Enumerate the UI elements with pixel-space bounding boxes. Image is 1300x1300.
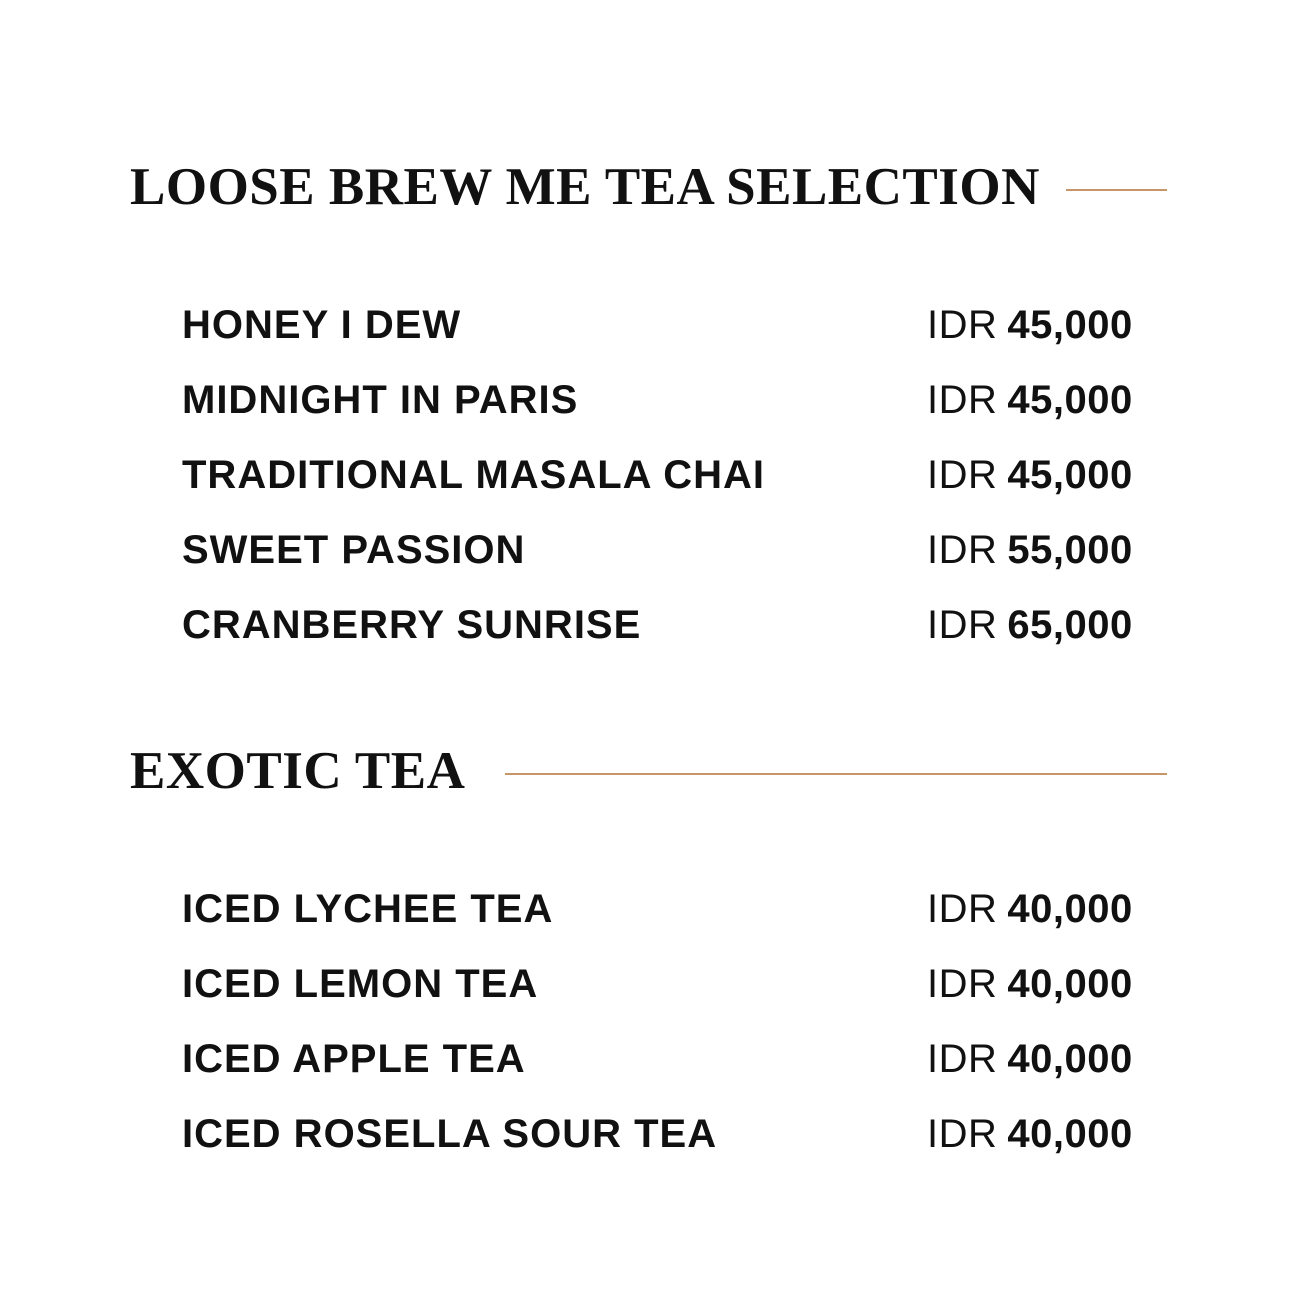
menu-item-name: TRADITIONAL MASALA CHAI <box>182 453 765 497</box>
menu-item-name: ICED LYCHEE TEA <box>182 887 554 931</box>
section-title: EXOTIC TEA <box>130 741 466 800</box>
price-currency: IDR <box>927 1112 998 1156</box>
section-header <box>130 152 1167 222</box>
menu-item <box>182 455 1167 530</box>
price-currency: IDR <box>927 603 998 647</box>
price-amount: 40,000 <box>1007 1112 1133 1156</box>
menu-item <box>182 889 1167 964</box>
menu-item-name: MIDNIGHT IN PARIS <box>182 378 579 422</box>
menu-item-name: ICED LEMON TEA <box>182 962 539 1006</box>
menu-item-name: ICED ROSELLA SOUR TEA <box>182 1112 718 1156</box>
menu-item-price <box>927 305 1133 345</box>
menu-item <box>182 1114 1167 1189</box>
menu-item-price <box>927 889 1133 929</box>
menu-section-loose-brew <box>130 152 1167 680</box>
menu-item <box>182 530 1167 605</box>
price-currency: IDR <box>927 453 998 497</box>
section-divider <box>1066 189 1167 191</box>
menu-item-name: ICED APPLE TEA <box>182 1037 526 1081</box>
price-currency: IDR <box>927 887 998 931</box>
price-amount: 45,000 <box>1007 303 1133 347</box>
price-currency: IDR <box>927 1037 998 1081</box>
price-amount: 40,000 <box>1007 1037 1133 1081</box>
menu-item-price <box>927 380 1133 420</box>
menu-item <box>182 605 1167 680</box>
price-amount: 45,000 <box>1007 378 1133 422</box>
section-divider <box>505 773 1167 775</box>
menu-item-name: HONEY I DEW <box>182 303 462 347</box>
price-currency: IDR <box>927 962 998 1006</box>
menu-item-name: SWEET PASSION <box>182 528 526 572</box>
menu-item <box>182 380 1167 455</box>
menu-item-price <box>927 530 1133 570</box>
price-amount: 65,000 <box>1007 603 1133 647</box>
menu-item-list <box>130 889 1167 1189</box>
price-amount: 40,000 <box>1007 962 1133 1006</box>
menu-item-name: CRANBERRY SUNRISE <box>182 603 642 647</box>
price-currency: IDR <box>927 378 998 422</box>
price-amount: 55,000 <box>1007 528 1133 572</box>
menu-item <box>182 1039 1167 1114</box>
menu-item-price <box>927 1039 1133 1079</box>
menu-item-price <box>927 1114 1133 1154</box>
section-header <box>130 736 1167 806</box>
price-currency: IDR <box>927 528 998 572</box>
section-title: LOOSE BREW ME TEA SELECTION <box>130 157 1040 216</box>
price-amount: 45,000 <box>1007 453 1133 497</box>
price-amount: 40,000 <box>1007 887 1133 931</box>
menu-item-price <box>927 455 1133 495</box>
menu-item <box>182 964 1167 1039</box>
menu-item-price <box>927 964 1133 1004</box>
menu-item <box>182 305 1167 380</box>
menu-section-exotic-tea <box>130 736 1167 1189</box>
price-currency: IDR <box>927 303 998 347</box>
menu-item-list <box>130 305 1167 680</box>
menu-item-price <box>927 605 1133 645</box>
